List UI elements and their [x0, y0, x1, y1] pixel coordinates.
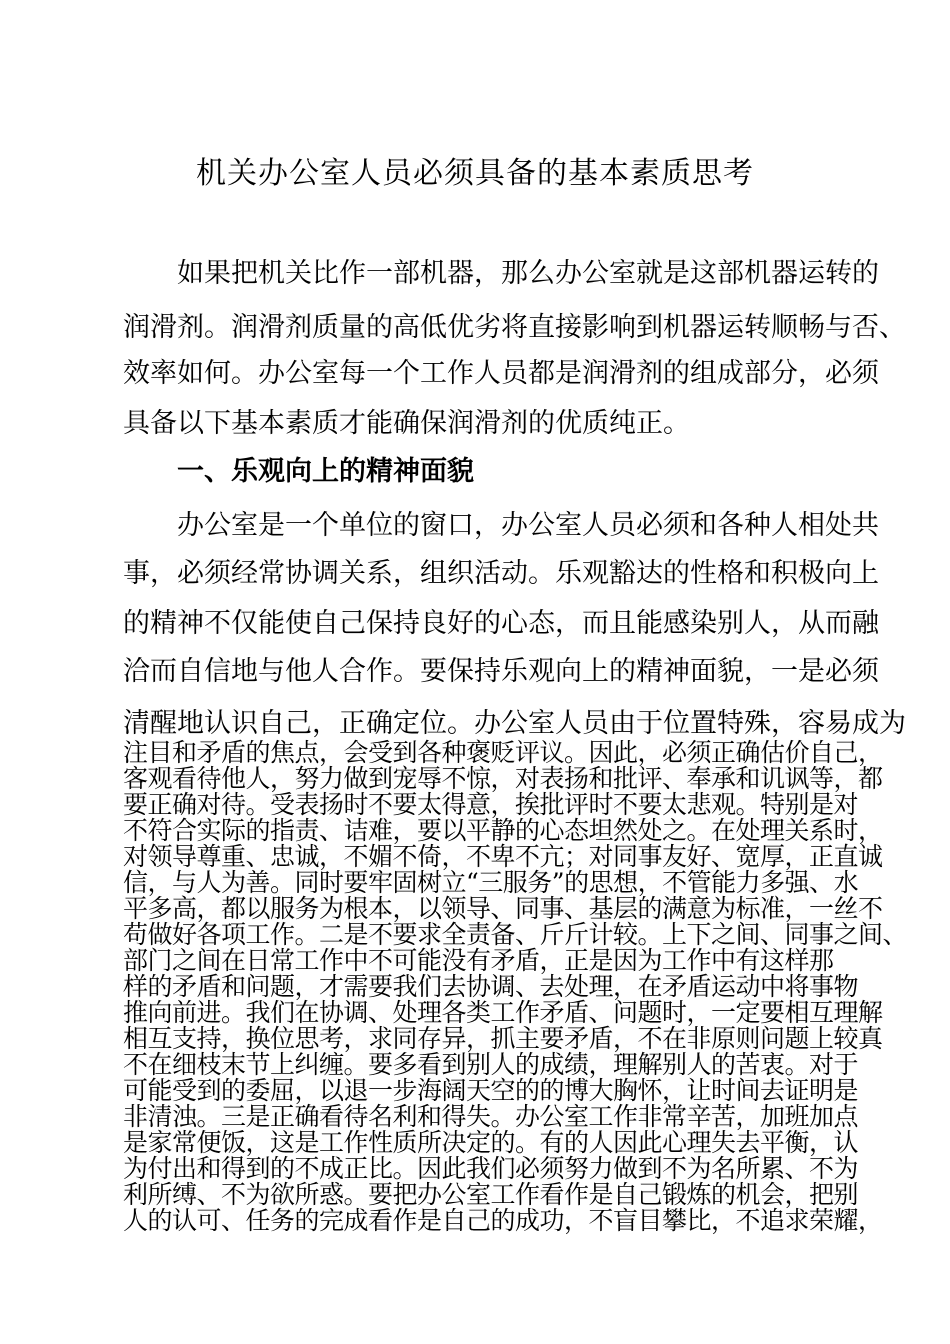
- section-heading: 一、乐观向上的精神面貌: [177, 456, 474, 487]
- dense-line: 相互支持，换位思考，求同存异，抓主要矛盾，不在非原则问题上较真: [123, 1024, 883, 1053]
- paragraph-line: 办公室是一个单位的窗口，办公室人员必须和各种人相处共: [177, 510, 879, 541]
- paragraph-line: 润滑剂。润滑剂质量的高低优劣将直接影响到机器运转顺畅与否、: [123, 312, 906, 343]
- paragraph-line: 事，必须经常协调关系，组织活动。乐观豁达的性格和积极向上: [123, 558, 879, 589]
- dense-line: 客观看待他人，努力做到宠辱不惊，对表扬和批评、奉承和讥讽等，都: [123, 764, 883, 793]
- dense-line: 对领导尊重、忠诚，不媚不倚，不卑不亢；对同事友好、宽厚，正直诚: [123, 842, 883, 871]
- paragraph-line: 的精神不仅能使自己保持良好的心态，而且能感染别人，从而融: [123, 608, 879, 639]
- dense-line: 非清浊。三是正确看待名利和得失。办公室工作非常辛苦，加班加点: [123, 1102, 859, 1131]
- paragraph-line: 具备以下基本素质才能确保润滑剂的优质纯正。: [123, 408, 690, 439]
- dense-line: 利所缚、不为欲所惑。要把办公室工作看作是自己锻炼的机会，把别: [123, 1180, 859, 1209]
- paragraph-line: 如果把机关比作一部机器，那么办公室就是这部机器运转的: [177, 258, 879, 289]
- dense-line: 不在细枝末节上纠缠。要多看到别人的成绩，理解别人的苦衷。对于: [123, 1050, 859, 1079]
- dense-line: 信，与人为善。同时要牢固树立“三服务”的思想，不管能力多强、水: [123, 868, 859, 897]
- dense-line: 样的矛盾和问题，才需要我们去协调、去处理，在矛盾运动中将事物: [123, 972, 859, 1001]
- dense-line: 要正确对待。受表扬时不要太得意，挨批评时不要太悲观。特别是对: [123, 790, 859, 819]
- paragraph-line: 洽而自信地与他人合作。要保持乐观向上的精神面貌，一是必须: [123, 656, 879, 687]
- dense-line: 注目和矛盾的焦点，会受到各种褒贬评议。因此，必须正确估价自己，: [123, 738, 883, 767]
- dense-line: 可能受到的委屈，以退一步海阔天空的的博大胸怀，让时间去证明是: [123, 1076, 859, 1105]
- dense-line: 不符合实际的指责、诘难，要以平静的心态坦然处之。在处理关系时，: [123, 816, 883, 845]
- dense-line: 是家常便饭，这是工作性质所决定的。有的人因此心理失去平衡，认: [123, 1128, 859, 1157]
- dense-line: 部门之间在日常工作中不可能没有矛盾，正是因为工作中有这样那: [123, 946, 834, 975]
- paragraph-line: 清醒地认识自己，正确定位。办公室人员由于位置特殊，容易成为: [123, 708, 906, 739]
- paragraph-line: 效率如何。办公室每一个工作人员都是润滑剂的组成部分，必须: [123, 358, 879, 389]
- dense-line: 平多高，都以服务为根本，以领导、同事、基层的满意为标准，一丝不: [123, 894, 883, 923]
- dense-line: 为付出和得到的不成正比。因此我们必须努力做到不为名所累、不为: [123, 1154, 859, 1183]
- dense-line: 苟做好各项工作。二是不要求全责备、斤斤计较。上下之间、同事之间、: [123, 920, 908, 949]
- dense-line: 推向前进。我们在协调、处理各类工作矛盾、问题时，一定要相互理解: [123, 998, 883, 1027]
- dense-line: 人的认可、任务的完成看作是自己的成功，不盲目攀比，不追求荣耀，: [123, 1206, 883, 1235]
- document-title: 机关办公室人员必须具备的基本素质思考: [196, 156, 754, 191]
